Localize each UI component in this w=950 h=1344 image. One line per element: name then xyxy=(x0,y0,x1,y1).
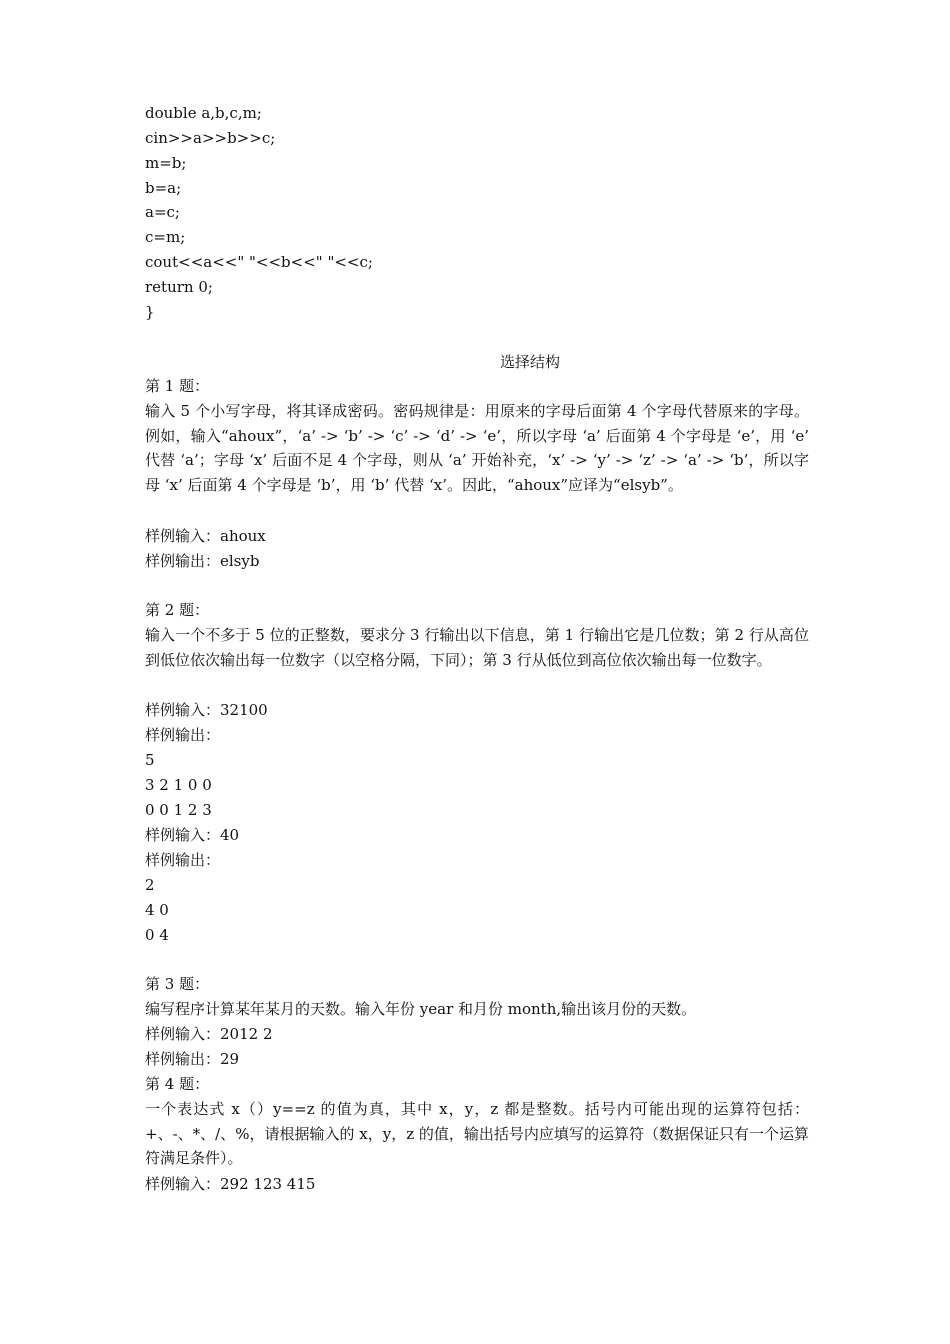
q2-output-line: 5 xyxy=(145,751,155,769)
q2-heading: 第 2 题： xyxy=(145,601,210,619)
q2-sample-output-label-1: 样例输出： xyxy=(145,726,221,744)
q1-sample-output: 样例输出：elsyb xyxy=(145,552,260,570)
q2-output-line: 0 4 xyxy=(145,926,169,944)
q1-sample-input: 样例输入：ahoux xyxy=(145,527,266,545)
q1-heading: 第 1 题： xyxy=(145,377,210,395)
code-line: m=b; xyxy=(145,154,187,172)
q2-output-line: 2 xyxy=(145,876,155,894)
q2-sample-input-2: 样例输入：40 xyxy=(145,826,240,844)
q2-output-line: 0 0 1 2 3 xyxy=(145,801,212,819)
q3-body: 编写程序计算某年某月的天数。输入年份 year 和月份 month,输出该月份的天数。 xyxy=(145,1000,697,1018)
q4-body: 一个表达式 x（）y==z 的值为真，其中 x，y，z 都是整数。括号内可能出现的运算符包括：+、-、*、/、%，请根据输入的 x，y，z 的值，输出括号内应填写的运算符（数据保证只有一个运算符满足条件）。 xyxy=(145,1100,809,1168)
code-line: c=m; xyxy=(145,228,186,246)
code-line: } xyxy=(145,303,155,321)
q4-sample-input: 样例输入：292 123 415 xyxy=(145,1175,316,1193)
code-line: cin>>a>>b>>c; xyxy=(145,129,276,147)
q2-output-line: 3 2 1 0 0 xyxy=(145,776,212,794)
section-title: 选择结构 xyxy=(499,353,560,371)
q2-sample-output-label-2: 样例输出： xyxy=(145,851,221,869)
code-line: b=a; xyxy=(145,179,182,197)
q3-sample-input: 样例输入：2012 2 xyxy=(145,1025,273,1043)
q3-sample-output: 样例输出：29 xyxy=(145,1050,240,1068)
q1-body: 输入 5 个小写字母，将其译成密码。密码规律是：用原来的字母后面第 4 个字母代替原来的字母。例如，输入“ahoux”，‘a’ -> ‘b’ -> ‘c’ -> ‘d’ -> ‘e’，所以字母 ‘a’ 后面第 4 个字母是 ‘e’，用 ‘e’ 代替 ‘a’；字母 ‘x’ 后面不足 4 个字母，则从 ‘a’ 开始补充，‘x’ -> ‘y’ -> ‘z’ -> ‘a’ -> ‘b’，所以字母 ‘x’ 后面第 4 个字母是 ‘b’，用 ‘b’ 代替 ‘x’。因此，“ahoux”应译为“elsyb”。 xyxy=(145,402,809,495)
code-line: return 0; xyxy=(145,278,213,296)
q2-sample-input-1: 样例输入：32100 xyxy=(145,701,268,719)
q2-body: 输入一个不多于 5 位的正整数，要求分 3 行输出以下信息，第 1 行输出它是几位数；第 2 行从高位到低位依次输出每一位数字（以空格分隔，下同）；第 3 行从低位到高位依次输出每一位数字。 xyxy=(145,626,809,669)
code-line: a=c; xyxy=(145,203,180,221)
q4-heading: 第 4 题： xyxy=(145,1075,210,1093)
code-line: cout<<a<<" "<<b<<" "<<c; xyxy=(145,253,373,271)
code-line: double a,b,c,m; xyxy=(145,104,262,122)
q2-output-line: 4 0 xyxy=(145,901,169,919)
q3-heading: 第 3 题： xyxy=(145,975,210,993)
